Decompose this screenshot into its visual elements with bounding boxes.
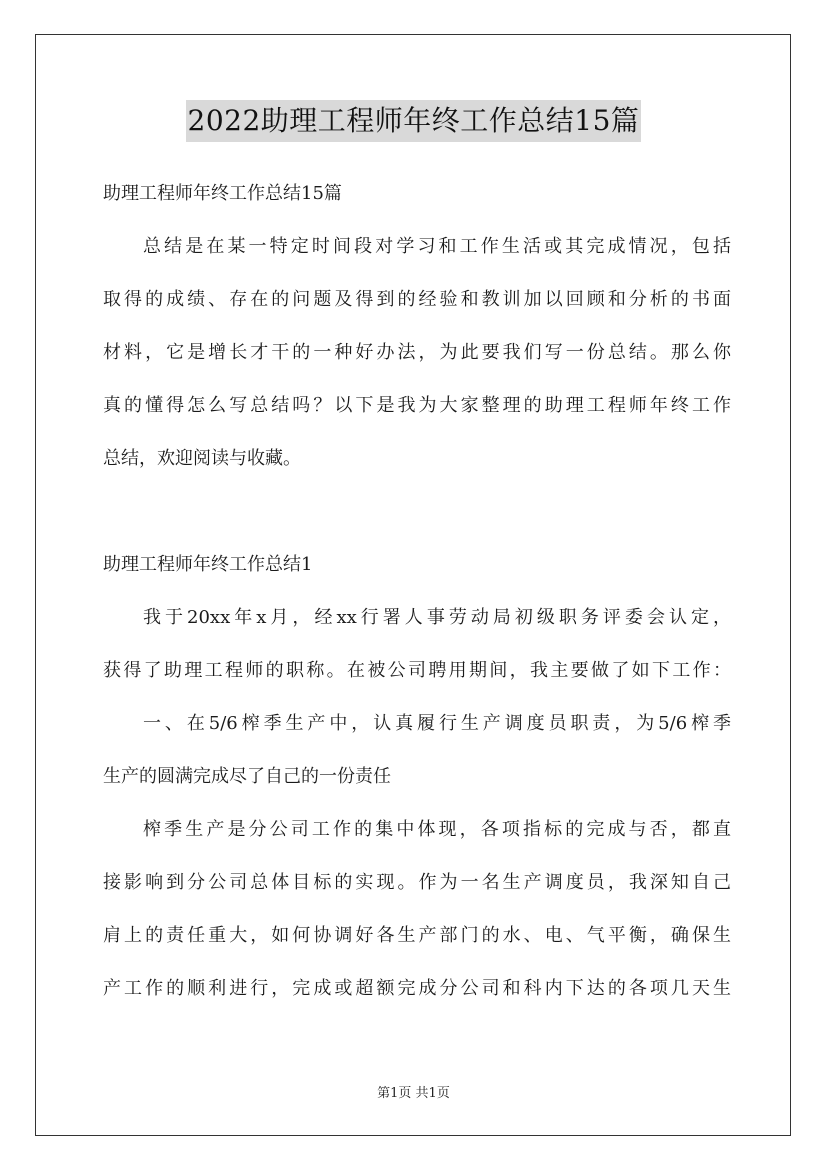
para3-line: 肩上的责任重大，如何协调好各生产部门的水、电、气平衡，确保生 xyxy=(103,925,731,946)
intro-line: 总结是在某一特定时间段对学习和工作生活或其完成情况，包括 xyxy=(143,236,731,257)
para2-line: 生产的圆满完成尽了自己的一份责任 xyxy=(103,766,391,787)
page-footer: 第1页 共1页 xyxy=(377,1086,450,1101)
intro-line: 材料，它是增长才干的一种好办法，为此要我们写一份总结。那么你 xyxy=(103,342,731,363)
para1-line: 获得了助理工程师的职称。在被公司聘用期间，我主要做了如下工作： xyxy=(103,660,731,681)
para3-line: 产工作的顺利进行，完成或超额完成分公司和科内下达的各项几天生 xyxy=(103,978,731,999)
para2-line: 一、在5/6榨季生产中，认真履行生产调度员职责，为5/6榨季 xyxy=(143,713,731,734)
blank-line xyxy=(103,485,731,538)
subtitle: 助理工程师年终工作总结15篇 xyxy=(103,183,342,204)
document-title: 2022助理工程师年终工作总结15篇 xyxy=(186,100,642,142)
section-heading: 助理工程师年终工作总结1 xyxy=(103,554,313,575)
document-body xyxy=(103,167,731,1015)
title-container xyxy=(0,100,827,142)
para3-line: 接影响到分公司总体目标的实现。作为一名生产调度员，我深知自己 xyxy=(103,872,731,893)
para3-line: 榨季生产是分公司工作的集中体现，各项指标的完成与否，都直 xyxy=(143,819,731,840)
intro-line: 总结，欢迎阅读与收藏。 xyxy=(103,448,301,469)
para1-line: 我于20xx年x月，经xx行署人事劳动局初级职务评委会认定， xyxy=(143,607,731,628)
intro-line: 真的懂得怎么写总结吗？以下是我为大家整理的助理工程师年终工作 xyxy=(103,395,731,416)
intro-line: 取得的成绩、存在的问题及得到的经验和教训加以回顾和分析的书面 xyxy=(103,289,731,310)
